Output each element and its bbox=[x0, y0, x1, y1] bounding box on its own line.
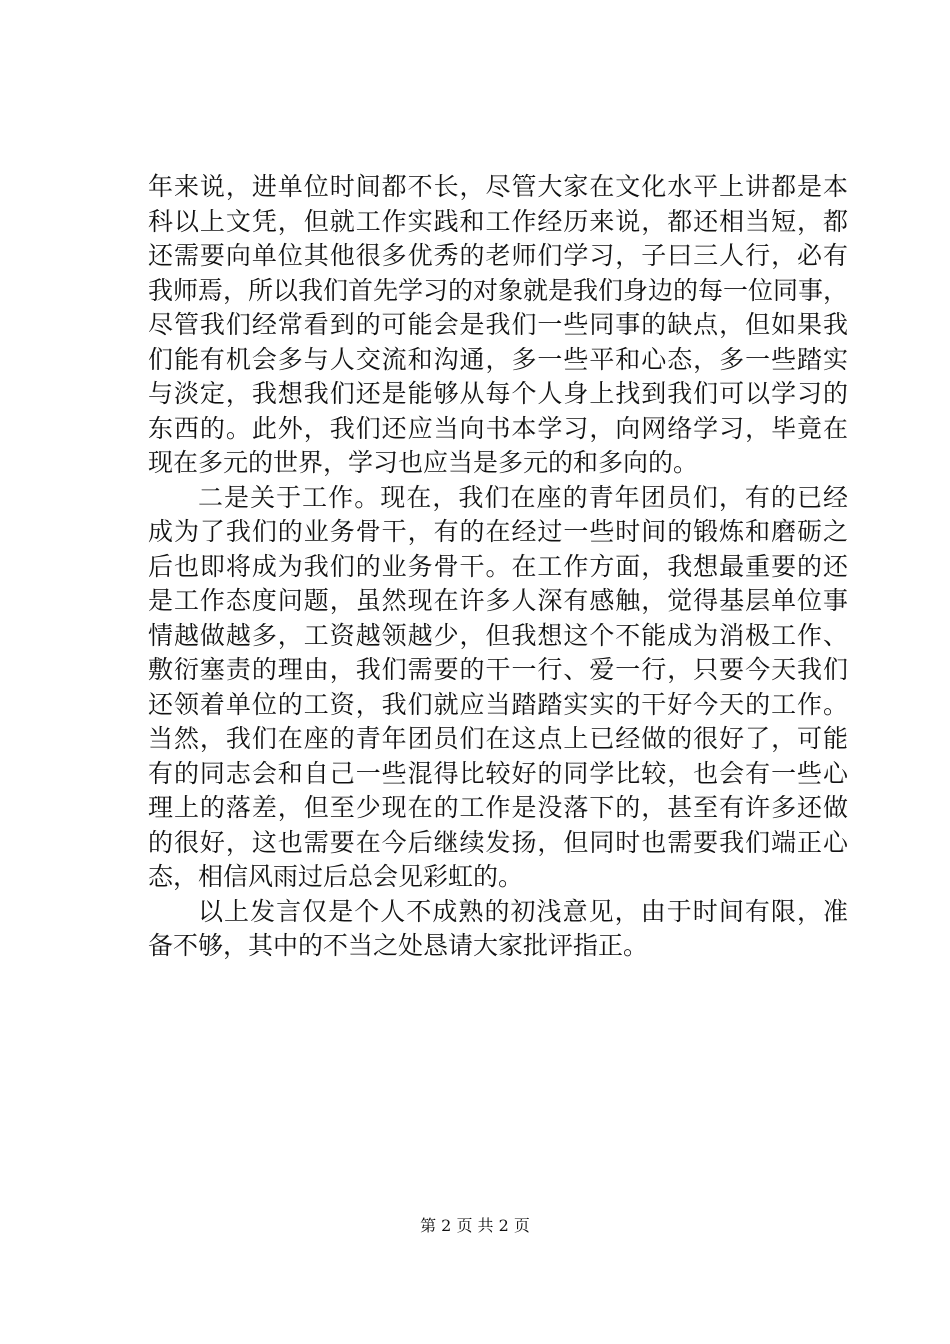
text-line: 后也即将成为我们的业务骨干。在工作方面，我想最重要的还 bbox=[148, 551, 848, 581]
text-line: 们能有机会多与人交流和沟通，多一些平和心态，多一些踏实 bbox=[148, 344, 848, 374]
text-line: 态，相信风雨过后总会见彩虹的。 bbox=[148, 862, 524, 891]
text-line: 情越做越多，工资越领越少，但我想这个不能成为消极工作、 bbox=[148, 620, 848, 650]
text-line: 二是关于工作。现在，我们在座的青年团员们，有的已经 bbox=[198, 482, 848, 512]
text-line: 年来说，进单位时间都不长，尽管大家在文化水平上讲都是本 bbox=[148, 172, 848, 201]
text-line: 以上发言仅是个人不成熟的初浅意见，由于时间有限，准 bbox=[198, 896, 848, 926]
text-line: 当然，我们在座的青年团员们在这点上已经做的很好了，可能 bbox=[148, 724, 848, 753]
text-line: 科以上文凭，但就工作实践和工作经历来说，都还相当短，都 bbox=[148, 206, 848, 236]
text-line: 与淡定，我想我们还是能够从每个人身上找到我们可以学习的 bbox=[148, 379, 848, 408]
text-line: 是工作态度问题，虽然现在许多人深有感触，觉得基层单位事 bbox=[148, 586, 848, 615]
paragraph-1 bbox=[148, 170, 848, 481]
document-body bbox=[148, 170, 848, 964]
text-line: 尽管我们经常看到的可能会是我们一些同事的缺点，但如果我 bbox=[148, 310, 848, 339]
text-line: 备不够，其中的不当之处恳请大家批评指正。 bbox=[148, 931, 649, 960]
text-line: 我师焉，所以我们首先学习的对象就是我们身边的每一位同事， bbox=[148, 275, 849, 305]
text-line: 有的同志会和自己一些混得比较好的同学比较，也会有一些心 bbox=[148, 758, 848, 788]
text-line: 东西的。此外，我们还应当向书本学习，向网络学习，毕竟在 bbox=[148, 413, 848, 443]
page-number-label: 第 2 页 共 2 页 bbox=[420, 1216, 530, 1235]
text-line: 的很好，这也需要在今后继续发扬，但同时也需要我们端正心 bbox=[148, 827, 848, 857]
paragraph-2 bbox=[148, 481, 848, 895]
text-line: 现在多元的世界，学习也应当是多元的和多向的。 bbox=[148, 448, 699, 477]
text-line: 还领着单位的工资，我们就应当踏踏实实的干好今天的工作。 bbox=[148, 689, 848, 719]
text-line: 敷衍塞责的理由，我们需要的干一行、爱一行，只要今天我们 bbox=[148, 655, 848, 684]
paragraph-3 bbox=[148, 895, 848, 964]
text-line: 成为了我们的业务骨干，有的在经过一些时间的锻炼和磨砺之 bbox=[148, 517, 848, 546]
text-line: 还需要向单位其他很多优秀的老师们学习，子曰三人行，必有 bbox=[148, 241, 848, 270]
page-footer bbox=[0, 1215, 950, 1237]
text-line: 理上的落差，但至少现在的工作是没落下的，甚至有许多还做 bbox=[148, 793, 848, 822]
